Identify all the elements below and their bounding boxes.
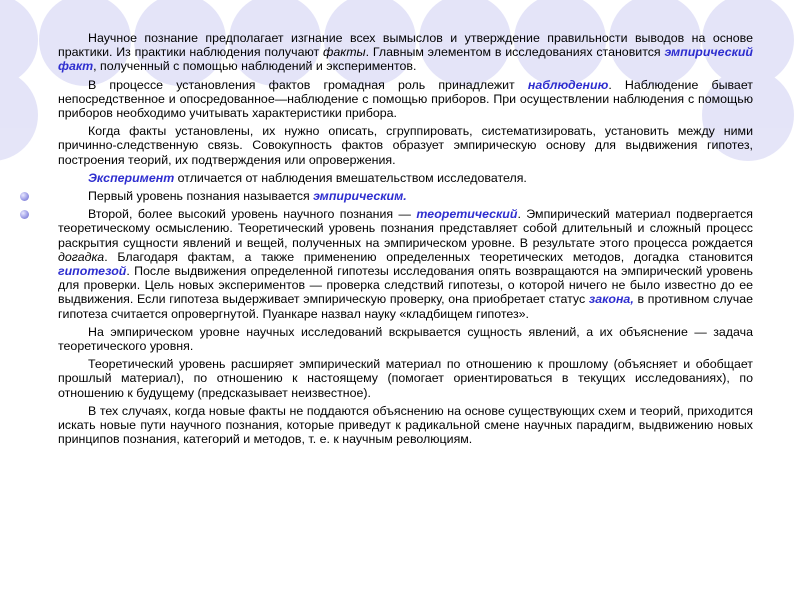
paragraph-7: На эмпирическом уровне научных исследований вскрывается сущность явлений, а их объяснение — задача теоретического уровня. bbox=[58, 324, 753, 354]
bullet-item-2: Второй, более высокий уровень научного познания — теоретический. Эмпирический материал подвергается теоретическому осмыслению. Теоретический уровень познания представляет собой длительный и сложный процесс раскрытия сущности явлений и вещей, полученных на эмпирическом уровне. В результате этого процесса рождается догадка. Благодаря фактам, а также применению определенных теоретических методов, догадка становится гипотезой. После выдвижения определенной гипотезы исследования опять возвращаются на эмпирический уровень для проверки. Цель новых экспериментов — проверка следствий гипотезы, о которой ничего не было известно до ее выдвижения. Если гипотеза выдерживает эмпирическую проверку, она приобретает статус закона, в противном случае гипотеза считается опровергнутой. Пуанкаре назвал науку «кладбищем гипотез». bbox=[58, 207, 753, 321]
paragraph-9: В тех случаях, когда новые факты не поддаются объяснению на основе существующих схем и теорий, приходится искать новые пути научного познания, которые приведут к радикальной смене научных парадигм, выдвижению новых принципов познания, категорий и методов, т. е. к научным революциям. bbox=[58, 403, 753, 447]
paragraph-3: Когда факты установлены, их нужно описать, сгруппировать, систематизировать, установить между ними причинно-следственную связь. Совокупность фактов образует эмпирическую основу для выдвижения гипотез, построения теорий, их подтверждения или опровержения. bbox=[58, 124, 753, 167]
term-theoretical: теоретический bbox=[416, 207, 518, 222]
paragraph-4: Эксперимент отличается от наблюдения вмешательством исследователя. bbox=[88, 170, 527, 185]
bullet-item-1: Первый уровень познания называется эмпирическим. bbox=[58, 189, 753, 203]
term-experiment: Эксперимент bbox=[88, 170, 175, 185]
term-observation: наблюдению bbox=[527, 77, 609, 92]
term-law: закона, bbox=[588, 292, 634, 307]
term-hypothesis: гипотезой bbox=[58, 264, 127, 279]
term-empirical: эмпирическим. bbox=[313, 189, 407, 204]
paragraph-8: Теоретический уровень расширяет эмпирический материал по отношению к прошлому (объясняет и обобщает прошлый материал), по отношению к настоящему (помогает ориентироваться в текущих исследованиях), по отношению к будущему (предсказывает неизвестное). bbox=[58, 357, 753, 400]
document-body bbox=[58, 31, 753, 450]
paragraph-1: Научное познание предполагает изгнание всех вымыслов и утверждение правильности выводов на основе практики. Из практики наблюдения получают факты. Главным элементом в исследованиях становится эмпирический факт, полученный с помощью наблюдений и экспериментов. bbox=[58, 31, 753, 74]
paragraph-2: В процессе установления фактов громадная роль принадлежит наблюдению. Наблюдение бывает непосредственное и опосредованное—наблюдение с помощью приборов. При осуществлении наблюдения с помощью приборов необходимо учитывать характеристики прибора. bbox=[58, 77, 753, 121]
term-empirical-fact: эмпирический факт bbox=[58, 45, 753, 74]
